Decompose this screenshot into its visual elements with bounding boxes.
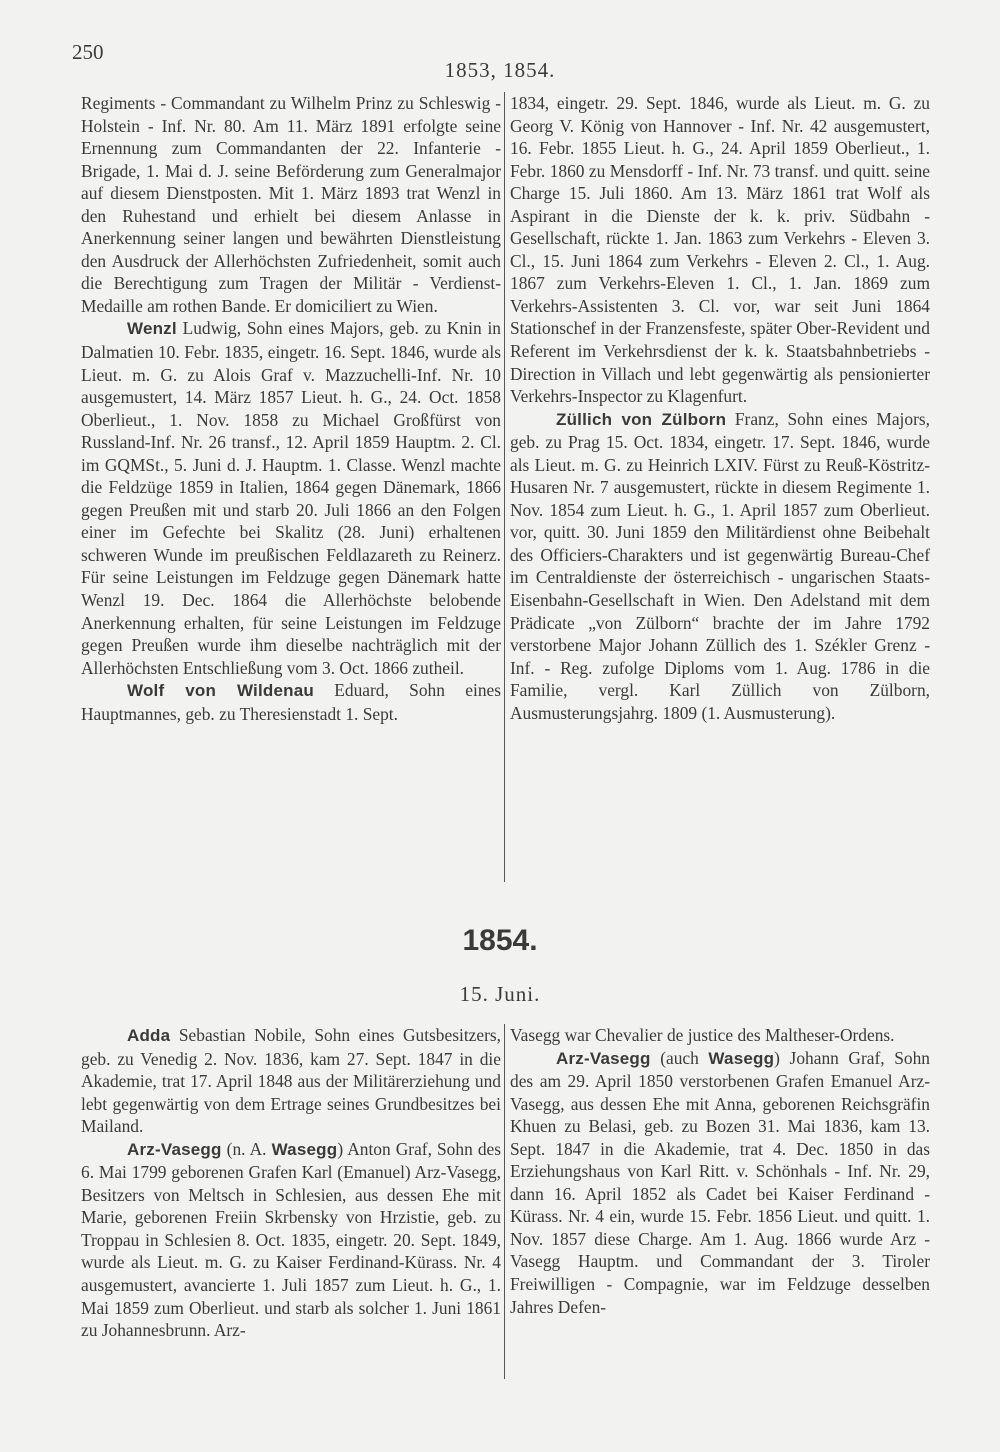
entry-name: Wolf von Wildenau — [127, 681, 314, 701]
entry-alt-name: Wasegg — [708, 1048, 775, 1068]
bottom-right-column — [510, 1024, 930, 1318]
entry-adda — [81, 1024, 501, 1138]
year-heading: 1854. — [462, 924, 538, 957]
paragraph: Regiments - Commandant zu Wilhelm Prinz zu Schleswig - Holstein - Inf. Nr. 80. Am 11. März 1891 erfolgte seine Ernennung zum Commandanten der 22. Infanterie - Brigade, 1. Mai d. J. seine Beförderung zum Generalmajor auf diesem Dienstposten. Mit 1. März 1893 trat Wenzl in den Ruhestand und erhielt bei diesem Anlasse in Anerkennung seiner langen und bewährten Dienstleistung den Ausdruck der Allerhöchsten Zufriedenheit, somit auch die Berechtigung zum Tragen der Militär - Verdienst-Medaille am rothen Bande. Er domiciliert zu Wien. — [81, 93, 501, 316]
column-rule-top — [504, 92, 505, 882]
date-heading: 15. Juni. — [459, 982, 541, 1006]
paragraph: Vasegg war Chevalier de justice des Maltheser-Ordens. — [510, 1025, 895, 1045]
entry-text: ) Johann Graf, Sohn des am 29. April 1850 verstorbenen Grafen Emanuel Arz-Vasegg, aus dessen Ehe mit Anna, geborenen Reichsgräfin Khuen zu Belasi, geb. zu Bozen 31. Mai 1836, kam 13. Sept. 1847 in die Akademie, trat 4. Dec. 1850 in das Erziehungshaus von Karl Ritt. v. Schönhals - Inf. Nr. 29, dann 16. April 1852 als Cadet bei Kaiser Ferdinand - Kürass. Nr. 4 ein, wurde 15. Febr. 1856 Lieut. und quitt. 1. Nov. 1857 diese Charge. Am 1. Aug. 1866 wurde Arz - Vasegg Hauptm. und Commandant der 3. Tiroler Freiwilligen - Compagnie, war im Feldzuge desselben Jahres Defen- — [510, 1047, 930, 1317]
entry-name: Arz-Vasegg — [556, 1048, 651, 1068]
entry-name: Wenzl — [127, 319, 177, 339]
bottom-left-column — [81, 1024, 501, 1342]
entry-name: Arz-Vasegg — [127, 1139, 222, 1159]
entry-arz-anton — [81, 1138, 501, 1342]
entry-text: Ludwig, Sohn eines Majors, geb. zu Knin in Dalmatien 10. Febr. 1835, eingetr. 16. Sept. 1846, wurde als Lieut. m. G. zu Alois Graf v. Mazzuchelli-Inf. Nr. 10 ausgemustert, 14. März 1857 Lieut. h. G., 24. Oct. 1858 Oberlieut., 1. Nov. 1858 zu Michael Großfürst von Russland-Inf. Nr. 26 transf., 12. April 1859 Hauptm. 2. Cl. im GQMSt., 5. Juni d. J. Hauptm. 1. Classe. Wenzl machte die Feldzüge 1859 in Italien, 1864 gegen Dänemark, 1866 gegen Preußen mit und starb 20. Juli 1866 an den Folgen einer im Gefechte bei Skalitz (28. Juni) erhaltenen schweren Wunde im preußischen Feldlazareth zu Reinerz. Für seine Leistungen im Feldzuge gegen Dänemark hatte Wenzl 19. Dec. 1864 die Allerhöchste belobende Anerkennung erhalten, für seine Leistungen im Feldzuge gegen Preußen wurde ihm dieselbe nachträglich mit der Allerhöchsten Entschließung vom 3. Oct. 1866 zutheil. — [81, 318, 501, 678]
entry-alt-name: Wasegg — [271, 1139, 338, 1159]
entry-text: Eduard, Sohn eines Hauptmannes, geb. zu Theresienstadt 1. Sept. — [81, 680, 501, 724]
entry-text: Franz, Sohn eines Majors, geb. zu Prag 15. Oct. 1834, eingetr. 17. Sept. 1846, wurde als Lieut. m. G. zu Heinrich LXIV. Fürst zu Reuß-Köstritz-Husaren Nr. 7 ausgemustert, rückte in diesem Regimente 1. Nov. 1854 zum Lieut. h. G., 1. April 1857 zum Oberlieut. vor, quitt. 30. Juni 1859 den Militärdienst ohne Beibehalt des Officiers-Charakters und ist gegenwärtig Bureau-Chef im Centraldienste der österreichisch - ungarischen Staats-Eisenbahn-Gesellschaft in Wien. Den Adelstand mit dem Prädicate „von Zülborn“ brachte der im Jahre 1792 verstorbene Major Johann Züllich des 1. Székler Grenz - Inf. - Reg. zufolge Diploms vom 1. Aug. 1786 in die Familie, vergl. Karl Züllich von Zülborn, Ausmusterungsjahrg. 1809 (1. Ausmusterung). — [510, 408, 930, 723]
entry-text: (auch — [650, 1047, 709, 1068]
entry-name: Züllich von Zülborn — [556, 409, 727, 429]
running-head: 1853, 1854. — [444, 58, 556, 82]
entry-arz-johann — [510, 1047, 930, 1319]
entry-zuellich — [510, 408, 930, 725]
entry-text: Sebastian Nobile, Sohn eines Gutsbesitzers, geb. zu Venedig 2. Nov. 1836, kam 27. Sept. 1847 in die Akademie, trat 17. April 1848 aus der Militärerziehung und lebt gegenwärtig von dem Ertrage seines Grundbesitzes bei Mailand. — [81, 1025, 501, 1137]
top-left-column — [81, 92, 501, 725]
entry-text: (n. A. — [221, 1138, 272, 1159]
entry-wolf — [81, 679, 501, 725]
page-number: 250 — [72, 40, 104, 64]
paragraph: 1834, eingetr. 29. Sept. 1846, wurde als Lieut. m. G. zu Georg V. König von Hannover - Inf. Nr. 42 ausgemustert, 16. Febr. 1855 Lieut. h. G., 24. April 1859 Oberlieut., 1. Febr. 1860 zu Mensdorff - Inf. Nr. 73 transf. und quitt. seine Charge 15. Juli 1860. Am 13. März 1861 trat Wolf als Aspirant in die Dienste der k. k. priv. Südbahn - Gesellschaft, rückte 1. Jan. 1863 zum Verkehrs - Eleven 3. Cl., 15. Juni 1864 zum Verkehrs - Eleven 2. Cl., 1. Aug. 1867 zum Verkehrs-Eleven 1. Cl., 1. Jan. 1869 zum Verkehrs-Assistenten 3. Cl. vor, war seit Juni 1864 Stationschef in der Franzensfeste, später Ober-Revident und Referent im Verkehrsdienst der k. k. Staatsbahnbetriebs - Direction in Villach und lebt gegenwärtig als pensionierter Verkehrs-Inspector zu Klagenfurt. — [510, 93, 930, 407]
top-right-column — [510, 92, 930, 724]
column-rule-bottom — [504, 1024, 505, 1379]
entry-wenzl — [81, 317, 501, 679]
entry-text: ) Anton Graf, Sohn des 6. Mai 1799 geborenen Grafen Karl (Emanuel) Arz-Vasegg, Besitzers von Meltsch in Schlesien, aus dessen Ehe mit Marie, geborenen Freiin Skrbensky von Hrzistie, geb. zu Troppau in Schlesien 8. Oct. 1835, eingetr. 20. Sept. 1849, wurde als Lieut. m. G. zu Kaiser Ferdinand-Kürass. Nr. 4 ausgemustert, avancierte 1. Juli 1857 zum Lieut. h. G., 1. Mai 1859 zum Oberlieut. und starb als solcher 1. Juni 1861 zu Johannesbrunn. Arz- — [81, 1138, 501, 1341]
entry-name: Adda — [127, 1026, 171, 1045]
